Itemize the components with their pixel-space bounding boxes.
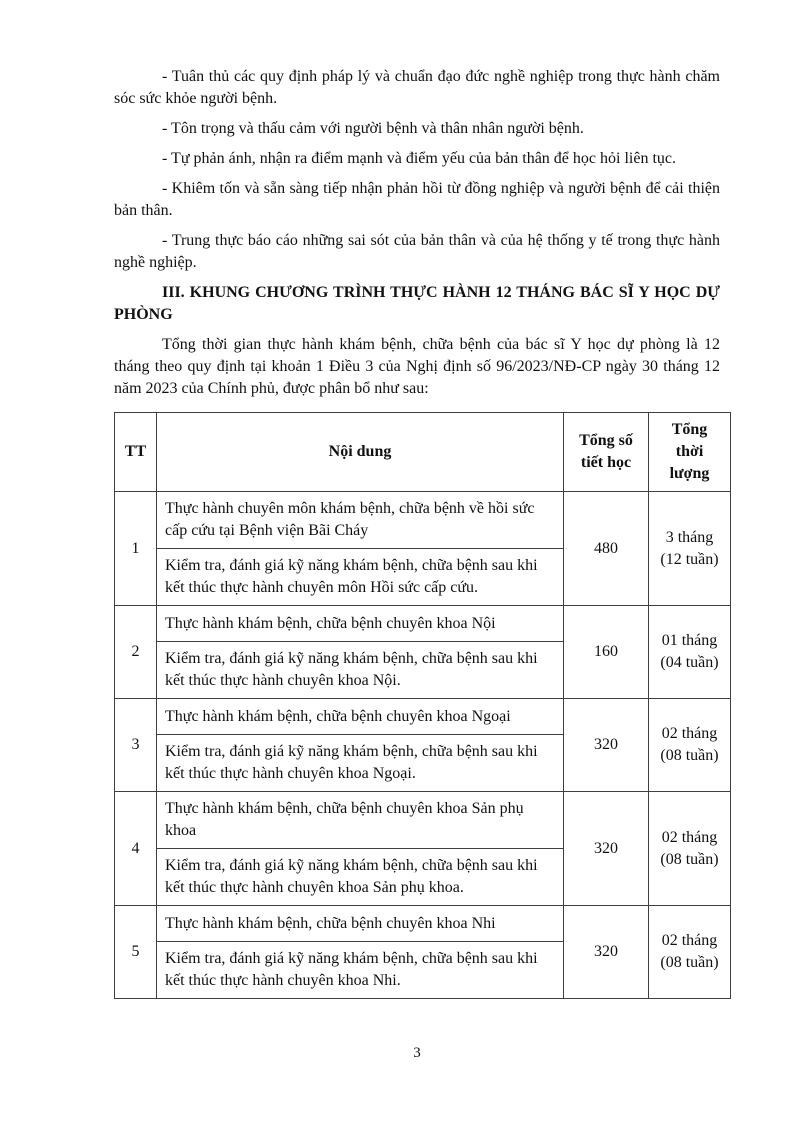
bullet-paragraph: - Tuân thủ các quy định pháp lý và chuẩn đạo đức nghề nghiệp trong thực hành chăm sóc sức khỏe người bệnh. xyxy=(114,68,720,107)
row-tt: 4 xyxy=(115,792,157,906)
row-hours: 160 xyxy=(564,606,649,699)
table-row xyxy=(115,699,731,735)
duration-line-1: 3 tháng xyxy=(665,528,714,546)
table-header-row xyxy=(115,413,731,492)
bullet-paragraph: - Tự phản ánh, nhận ra điểm mạnh và điểm yếu của bản thân để học hỏi liên tục. xyxy=(162,150,676,167)
row-content-a: Thực hành khám bệnh, chữa bệnh chuyên khoa Nhi xyxy=(157,906,564,942)
page-number: 3 xyxy=(413,1045,421,1061)
bullet-paragraph: - Tôn trọng và thấu cảm với người bệnh và thân nhân người bệnh. xyxy=(162,120,584,137)
row-content-b: Kiểm tra, đánh giá kỹ năng khám bệnh, chữa bệnh sau khi kết thúc thực hành chuyên khoa Ngoại. xyxy=(157,735,564,792)
table-header-content: Nội dung xyxy=(157,413,564,492)
bullet-paragraph: - Khiêm tốn và sẵn sàng tiếp nhận phản hồi từ đồng nghiệp và người bệnh để cải thiện bản thân. xyxy=(114,180,720,219)
duration-line-2: (08 tuần) xyxy=(660,954,719,971)
row-content-b: Kiểm tra, đánh giá kỹ năng khám bệnh, chữa bệnh sau khi kết thúc thực hành chuyên môn Hồi sức cấp cứu. xyxy=(157,549,564,606)
row-hours: 480 xyxy=(564,492,649,606)
page-content xyxy=(114,66,720,999)
row-tt: 5 xyxy=(115,906,157,999)
duration-line-1: 02 tháng xyxy=(661,932,718,949)
section-heading: III. KHUNG CHƯƠNG TRÌNH THỰC HÀNH 12 THÁNG BÁC SĨ Y HỌC DỰ PHÒNG xyxy=(114,284,720,323)
row-content-b: Kiểm tra, đánh giá kỹ năng khám bệnh, chữa bệnh sau khi kết thúc thực hành chuyên khoa Nhi. xyxy=(157,942,564,999)
duration-line-2: (08 tuần) xyxy=(660,747,719,764)
table-row xyxy=(115,906,731,942)
row-duration xyxy=(649,906,731,999)
table-row xyxy=(115,492,731,549)
intro-paragraph: Tổng thời gian thực hành khám bệnh, chữa bệnh của bác sĩ Y học dự phòng là 12 tháng theo quy định tại khoản 1 Điều 3 của Nghị định số 96/2023/NĐ-CP ngày 30 tháng 12 năm 2023 của Chính phủ, được phân bổ như sau: xyxy=(114,336,720,397)
table-row xyxy=(115,606,731,642)
table-row xyxy=(115,792,731,849)
table-header-duration: Tổng thời lượng xyxy=(649,413,731,492)
row-hours: 320 xyxy=(564,906,649,999)
duration-line-2: (04 tuần) xyxy=(660,654,719,671)
table-header-hours: Tổng số tiết học xyxy=(564,413,649,492)
duration-line-1: 01 tháng xyxy=(661,632,718,649)
row-tt: 1 xyxy=(115,492,157,606)
row-content-a: Thực hành khám bệnh, chữa bệnh chuyên khoa Sản phụ khoa xyxy=(157,792,564,849)
row-content-b: Kiểm tra, đánh giá kỹ năng khám bệnh, chữa bệnh sau khi kết thúc thực hành chuyên khoa Nội. xyxy=(157,642,564,699)
row-duration xyxy=(649,699,731,792)
duration-line-1: 02 tháng xyxy=(661,828,718,846)
row-hours: 320 xyxy=(564,699,649,792)
duration-line-2: (12 tuần) xyxy=(660,550,719,568)
row-duration xyxy=(649,492,731,606)
duration-line-1: 02 tháng xyxy=(661,725,718,742)
row-duration xyxy=(649,606,731,699)
practice-program-table xyxy=(114,412,731,999)
row-content-a: Thực hành chuyên môn khám bệnh, chữa bệnh về hồi sức cấp cứu tại Bệnh viện Bãi Cháy xyxy=(157,492,564,549)
row-tt: 2 xyxy=(115,606,157,699)
row-content-b: Kiểm tra, đánh giá kỹ năng khám bệnh, chữa bệnh sau khi kết thúc thực hành chuyên khoa Sản phụ khoa. xyxy=(157,849,564,906)
row-content-a: Thực hành khám bệnh, chữa bệnh chuyên khoa Ngoại xyxy=(157,699,564,735)
table-header-tt: TT xyxy=(115,413,157,492)
row-tt: 3 xyxy=(115,699,157,792)
duration-line-2: (08 tuần) xyxy=(660,850,719,868)
row-content-a: Thực hành khám bệnh, chữa bệnh chuyên khoa Nội xyxy=(157,606,564,642)
row-hours: 320 xyxy=(564,792,649,906)
bullet-paragraph: - Trung thực báo cáo những sai sót của bản thân và của hệ thống y tế trong thực hành nghề nghiệp. xyxy=(114,232,720,271)
row-duration xyxy=(649,792,731,906)
